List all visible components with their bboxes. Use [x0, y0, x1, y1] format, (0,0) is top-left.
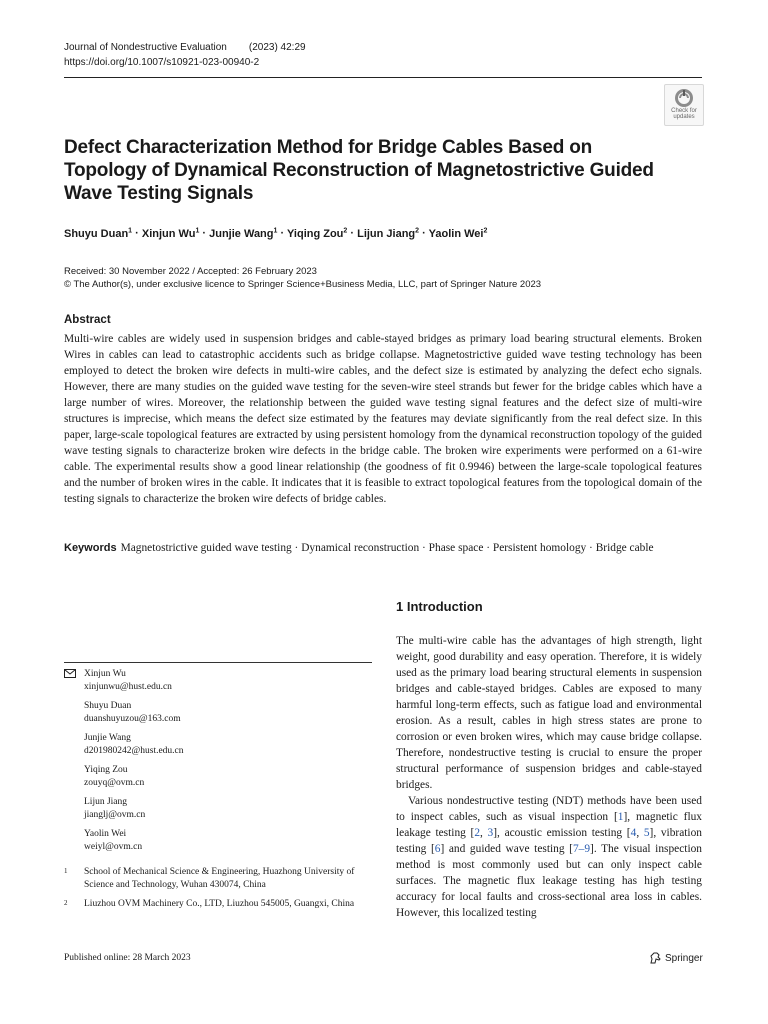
citation-link[interactable]: 2	[474, 827, 481, 839]
journal-name: Journal of Nondestructive Evaluation	[64, 42, 227, 53]
author[interactable]: Lijun Jiang$^2$	[357, 227, 420, 240]
author[interactable]: Junjie Wang$^1$	[209, 227, 278, 240]
contact-name: Xinjun Wu	[84, 669, 126, 679]
copyright-notice: © The Author(s), under exclusive licence to Springer Science+Business Media, LLC, part of Springer Nature 2023	[64, 279, 542, 290]
affiliation-entry	[64, 898, 372, 911]
check-for-updates-badge[interactable]	[664, 84, 704, 126]
contact-email[interactable]: jianglj@ovm.cn	[84, 810, 146, 820]
doi-link[interactable]: https://doi.org/10.1007/s10921-023-00940-2	[64, 57, 260, 68]
contact-name: Shuyu Duan	[84, 701, 132, 711]
keywords	[64, 540, 702, 556]
intro-paragraph-2: Various nondestructive testing (NDT) methods have been used to inspect cables, such as visual inspection [1], magnetic flux leakage testing [2, 3], acoustic emission testing [4, 5], vibration testing [6] and guided wave testing [7–9]. The visual inspection method is most commonly used but can only inspect cable surfaces. The magnetic flux leakage testing has high testing accuracy for local faults and cross-sectional area loss in cables. However, this localized testing	[396, 795, 703, 919]
keywords-text: Magnetostrictive guided wave testing · Dynamical reconstruction · Phase space · Persistent homology · Bridge cable	[120, 542, 654, 554]
contact-entry	[84, 796, 184, 822]
header-rule	[64, 77, 702, 78]
badge-line2: updates	[673, 114, 695, 120]
citation-link[interactable]: 4	[630, 827, 637, 839]
contact-entry	[84, 764, 184, 790]
author-contacts	[84, 668, 184, 860]
received-accepted: Received: 30 November 2022 / Accepted: 26 February 2023	[64, 266, 317, 277]
paper-title: Defect Characterization Method for Bridge Cables Based on Topology of Dynamical Reconstruction of Magnetostrictive Guided Wave Testing Signals	[64, 137, 654, 204]
affiliation-text: Liuzhou OVM Machinery Co., LTD, Liuzhou 545005, Guangxi, China	[84, 899, 355, 909]
contact-name: Junjie Wang	[84, 733, 131, 743]
author-list: Shuyu Duan$^1$ · Xinjun $Wu^1$ · Junjie Wang$^1$ · Yiqing Zou$^2$ · Lijun Jiang$^2$ · Yaolin Wei$^2$	[64, 227, 488, 240]
citation-link[interactable]: 5	[643, 827, 650, 839]
affiliation-number: 2	[64, 899, 68, 907]
contact-entry	[84, 700, 184, 726]
introduction-body	[396, 633, 702, 921]
envelope-icon	[64, 669, 76, 678]
contact-entry	[84, 732, 184, 758]
citation-link[interactable]: 6	[434, 843, 441, 855]
contact-name: Yiqing Zou	[84, 765, 128, 775]
published-online: Published online: 28 March 2023	[64, 953, 191, 963]
author[interactable]: Xinjun Wu$^1$	[141, 227, 200, 240]
citation-link[interactable]: 7–9	[572, 843, 591, 855]
abstract-text: Multi-wire cables are widely used in suspension bridges and cable-stayed bridges as primary load bearing structural elements. Broken Wires in cables can lead to catastrophic accidents such as bridge collapse. Magnetostrictive guided wave testing technology has been employed to detect the broken wire defects in multi-wire cables, and the defect size is estimated by analyzing the defect echo signals. However, there are many studies on the guided wave testing for the seven-wire steel strands but fewer for the bridge cables which have a large number of wires. Moreover, the relationship between the guided wave testing signal features and the defect size of multi-wire structures is imprecise, which means the defect size estimated by the features may deviate significantly from the real defect size. In this paper, large-scale topological features are extracted by using persistent homology from the dynamical reconstruction topology of the guided wave testing signals to characterize broken wire defects in the bridge cable. The broken wire experiments were performed on a 61-wire cable. The experimental results show a good linear relationship (the goodness of fit 0.9946) between the large-scale topological features and the number of broken wires in the cable. It indicates that it is feasible to extract topological features from the topological domain of the testing signals to characterize the broken wire defects of bridge cables.	[64, 333, 702, 505]
intro-paragraph-1: The multi-wire cable has the advantages of high strength, light weight, good durability and easy operation. Therefore, it is widely used as the primary load bearing structural elements in suspension bridges and cable-stayed bridges. Cables are exposed to many harmful long-term effects, such as fatigue load and environmental erosion. As a result, cables in high stress states are prone to corrosion or even broken wires, which may cause bridge collapse. Therefore, nondestructive testing is crucial to ensure the proper structural performance of suspension bridges and cable-stayed bridges.	[396, 635, 702, 791]
affiliations	[64, 866, 372, 917]
contact-entry	[84, 668, 184, 694]
affiliation-text: School of Mechanical Science & Engineering, Huazhong University of Science and Technology, Wuhan 430074, China	[84, 867, 355, 890]
section-heading-introduction: 1 Introduction	[396, 599, 483, 614]
contact-email[interactable]: weiyl@ovm.cn	[84, 842, 143, 852]
journal-header	[64, 40, 306, 70]
contact-name: Yaolin Wei	[84, 829, 127, 839]
contact-email[interactable]: duanshuyuzou@163.com	[84, 714, 181, 724]
publisher-name: Springer	[665, 952, 703, 964]
author[interactable]: Shuyu Duan$^1$	[64, 227, 133, 240]
affiliation-entry	[64, 866, 372, 892]
contact-email[interactable]: zouyq@ovm.cn	[84, 778, 145, 788]
keywords-label: Keywords	[64, 542, 117, 554]
author[interactable]: Yiqing Zou$^2$	[286, 227, 348, 240]
contact-email[interactable]: xinjunwu@hust.edu.cn	[84, 682, 172, 692]
footnote-rule	[64, 662, 372, 663]
contact-name: Lijun Jiang	[84, 797, 128, 807]
publisher-logo	[648, 951, 703, 965]
author[interactable]: Yaolin Wei$^2$	[428, 227, 488, 240]
abstract-heading: Abstract	[64, 314, 111, 326]
citation-link[interactable]: 3	[487, 827, 494, 839]
badge-line1: Check for	[671, 108, 697, 114]
affiliation-number: 1	[64, 867, 68, 875]
check-updates-icon	[674, 88, 694, 108]
contact-entry	[84, 828, 184, 854]
publication-dates	[64, 265, 541, 291]
contact-email[interactable]: d201980242@hust.edu.cn	[84, 746, 184, 756]
citation-link[interactable]: 1	[617, 811, 624, 823]
springer-horse-icon	[648, 951, 662, 965]
journal-volume: (2023) 42:29	[248, 42, 306, 53]
